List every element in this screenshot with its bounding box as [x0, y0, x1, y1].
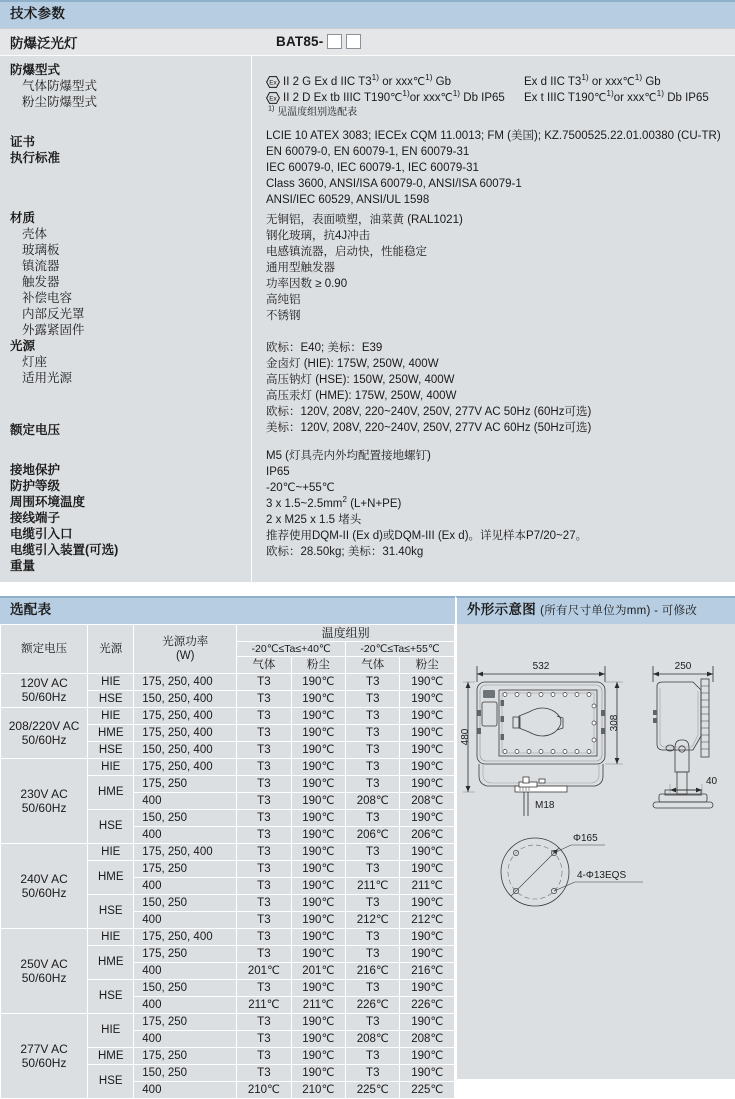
cell-source: HSE	[88, 979, 134, 1013]
label-standard: 执行标准	[10, 150, 61, 165]
cell-dust-55: 225℃	[400, 1081, 455, 1098]
optional-table	[0, 624, 455, 1099]
cell-gas-55: T3	[346, 758, 400, 775]
exmark-dust-left-mid: or xxx	[409, 91, 441, 104]
label-misc-5: 电缆引入装置(可选)	[10, 542, 119, 557]
section-gap	[0, 582, 735, 596]
value-misc-0: M5 (灯具壳内外均配置接地螺钉)	[266, 449, 431, 462]
cell-source: HIE	[88, 843, 134, 860]
label-misc-3: 接线端子	[10, 510, 61, 525]
cell-gas-40: T3	[237, 792, 291, 809]
value-standard-3: ANSI/IEC 60529, ANSI/UL 1598	[266, 193, 430, 206]
label-material-0: 壳体	[22, 226, 48, 241]
value-material-4: 功率因数 ≥ 0.90	[266, 277, 348, 290]
label-misc-2: 周围环境温度	[10, 494, 86, 509]
cell-dust-55: 226℃	[400, 996, 455, 1013]
cell-power: 175, 250, 400	[134, 673, 237, 690]
cell-gas-55: T3	[346, 707, 400, 724]
cell-dust-55: 190℃	[400, 843, 455, 860]
outline-title-sub: (所有尺寸单位为mm) - 可修改	[540, 604, 698, 617]
cell-gas-55: T3	[346, 860, 400, 877]
cell-source: HIE	[88, 758, 134, 775]
exmark-gas-left-sup: 1)	[371, 73, 379, 83]
cell-power: 150, 250	[134, 1064, 237, 1081]
cell-power: 400	[134, 792, 237, 809]
cell-dust-40: 190℃	[291, 945, 345, 962]
value-lamp-1: 高压钠灯 (HSE): 150W, 250W, 400W	[266, 373, 455, 386]
cell-gas-55: T3	[346, 690, 400, 707]
footnote-text: 见温度组别选配表	[277, 106, 358, 118]
cell-source: HSE	[88, 1064, 134, 1098]
exmark-dust-left: II 2 D Ex tb IIIC T190	[283, 91, 391, 104]
outline-title: 外形示意图	[467, 601, 536, 617]
cell-gas-40: T3	[237, 775, 291, 792]
value-misc-5: 推荐使用DQM-II (Ex d)或DQM-III (Ex d)。详见样本P7/20~27。	[266, 529, 588, 542]
cell-gas-40: T3	[237, 707, 291, 724]
cell-power: 400	[134, 877, 237, 894]
cell-gas-40: T3	[237, 877, 291, 894]
cell-gas-40: T3	[237, 1013, 291, 1030]
cell-dust-40: 190℃	[291, 1030, 345, 1047]
label-material-3: 触发器	[22, 274, 60, 289]
exmark-row-dust: Ex II 2 D Ex tb IIIC T190℃$^{1)}$or xxx℃$^{1)}$ Db IP65 Ex t IIIC T190℃$^{1)}$or xxx℃$^{1)}$ Db IP65	[266, 90, 735, 106]
cell-gas-55: T3	[346, 809, 400, 826]
value-misc-6: 欧标：28.50kg; 美标：31.40kg	[266, 545, 424, 558]
cell-gas-40: T3	[237, 724, 291, 741]
cell-dust-40: 190℃	[291, 690, 345, 707]
spec-value-column	[252, 56, 735, 582]
cell-gas-55: 208℃	[346, 792, 400, 809]
exmark-dust-right-end: Db IP65	[664, 91, 709, 104]
cell-power: 175, 250, 400	[134, 928, 237, 945]
exmark-row-gas: Ex II 2 G Ex d IIC T3$^{1)}$ or xxx℃$^{1)}$ Gb Ex d IIC T3$^{1)}$ or xxx℃$^{1)}$ Gb	[266, 74, 735, 90]
cell-dust-40: 190℃	[291, 826, 345, 843]
cell-source: HSE	[88, 741, 134, 758]
cell-dust-40: 201℃	[291, 962, 345, 979]
value-voltage-1: 美标：120V, 208V, 220~240V, 250V, 277V AC 60Hz (50Hz可选)	[266, 421, 592, 434]
exmark-gas-left-sup2: 1)	[425, 73, 433, 83]
th-dust-55: 粉尘	[400, 656, 455, 673]
optional-table-body	[1, 673, 455, 1098]
cell-gas-40: T3	[237, 979, 291, 996]
cell-dust-55: 190℃	[400, 1013, 455, 1030]
cell-power: 400	[134, 996, 237, 1013]
model-option-box-2[interactable]	[346, 34, 361, 49]
value-standard-2: Class 3600, ANSI/ISA 60079-0, ANSI/ISA 60079-1	[266, 177, 522, 190]
value-standard-0: EN 60079-0, EN 60079-1, EN 60079-31	[266, 145, 470, 158]
value-lamp-0: 金卤灯 (HIE): 175W, 250W, 400W	[266, 357, 439, 370]
cell-dust-55: 208℃	[400, 792, 455, 809]
th-gas-55: 气体	[346, 656, 400, 673]
value-socket: 欧标：E40; 美标：E39	[266, 341, 383, 354]
exmark-dust-right-sup: 1)	[606, 89, 614, 99]
cell-source: HIE	[88, 928, 134, 945]
dim-532: 532	[532, 660, 550, 672]
label-material: 材质	[10, 210, 36, 225]
cell-dust-40: 190℃	[291, 775, 345, 792]
exmark-gas-left-mid: or xxx	[379, 75, 413, 88]
cell-power: 175, 250, 400	[134, 758, 237, 775]
cell-dust-40: 190℃	[291, 894, 345, 911]
outline-drawing	[457, 624, 735, 1079]
cell-dust-40: 190℃	[291, 1064, 345, 1081]
th-range-55: -20℃≤Ta≤+55℃	[346, 641, 455, 656]
cell-dust-40: 190℃	[291, 673, 345, 690]
label-exproof-dust: 粉尘防爆型式	[22, 94, 98, 109]
optional-table-head	[1, 624, 455, 673]
cell-dust-40: 190℃	[291, 1013, 345, 1030]
label-material-2: 镇流器	[22, 258, 60, 273]
value-certificate: LCIE 10 ATEX 3083; IECEx CQM 11.0013; FM (美国); KZ.7500525.22.01.00380 (CU-TR)	[266, 129, 721, 142]
cell-dust-55: 190℃	[400, 979, 455, 996]
dim-M18: M18	[535, 799, 555, 811]
tech-params-title: 技术参数	[10, 6, 66, 21]
cell-source: HIE	[88, 673, 134, 690]
svg-text:Ex: Ex	[269, 79, 277, 87]
cell-gas-55: T3	[346, 979, 400, 996]
cell-dust-40: 190℃	[291, 707, 345, 724]
cell-voltage: 208/220V AC 50/60Hz	[1, 707, 88, 758]
dim-40: 40	[706, 775, 718, 787]
cell-dust-40: 190℃	[291, 877, 345, 894]
model-option-box-1[interactable]	[327, 34, 342, 49]
value-voltage-0: 欧标：120V, 208V, 220~240V, 250V, 277V AC 50Hz (60Hz可选)	[266, 405, 592, 418]
label-rated-voltage: 额定电压	[10, 422, 61, 437]
optional-table-wrap	[0, 624, 455, 1099]
label-material-1: 玻璃板	[22, 242, 60, 257]
cell-gas-40: T3	[237, 826, 291, 843]
value-misc-4: 2 x M25 x 1.5 堵头	[266, 513, 362, 526]
cell-dust-55: 190℃	[400, 724, 455, 741]
cell-source: HSE	[88, 690, 134, 707]
exmark-dust-right: Ex t IIIC T190	[524, 91, 595, 104]
cell-gas-55: T3	[346, 724, 400, 741]
value-standard-1: IEC 60079-0, IEC 60079-1, IEC 60079-31	[266, 161, 479, 174]
dim-holes: 4-Φ13EQS	[577, 869, 627, 881]
cell-gas-40: T3	[237, 1047, 291, 1064]
cell-dust-40: 190℃	[291, 979, 345, 996]
cell-gas-40: T3	[237, 1064, 291, 1081]
exmark-dust-left-sup2: 1)	[452, 89, 461, 99]
cell-gas-40: T3	[237, 894, 291, 911]
cell-power: 150, 250	[134, 894, 237, 911]
cell-voltage: 250V AC 50/60Hz	[1, 928, 88, 1013]
cell-power: 175, 250	[134, 775, 237, 792]
cell-gas-55: 226℃	[346, 996, 400, 1013]
th-power-unit: (W)	[175, 649, 195, 662]
cell-power: 175, 250	[134, 860, 237, 877]
th-power-main: 光源功率	[162, 635, 209, 648]
tech-params-header	[0, 0, 735, 28]
cell-gas-55: T3	[346, 843, 400, 860]
value-material-6: 不锈钢	[266, 309, 301, 322]
model-code: BAT85-	[276, 34, 324, 50]
cell-dust-55: 216℃	[400, 962, 455, 979]
exmark-gas-right-end: Gb	[642, 75, 661, 88]
cell-dust-55: 206℃	[400, 826, 455, 843]
cell-source: HME	[88, 775, 134, 809]
th-dust-40: 粉尘	[291, 656, 345, 673]
cell-dust-40: 190℃	[291, 792, 345, 809]
exmark-dust-left-sup: 1)	[402, 89, 410, 99]
cell-gas-55: 216℃	[346, 962, 400, 979]
table-header-row-1	[1, 624, 455, 641]
cell-dust-55: 208℃	[400, 1030, 455, 1047]
cell-power: 175, 250, 400	[134, 843, 237, 860]
cell-power: 150, 250, 400	[134, 741, 237, 758]
cell-dust-40: 190℃	[291, 809, 345, 826]
exmark-dust-right-mid: or xxx	[613, 91, 645, 104]
model-label: 防爆泛光灯	[10, 35, 78, 51]
label-lightsource: 光源	[10, 338, 36, 353]
optional-table-title: 选配表	[10, 601, 52, 617]
cell-gas-40: 201℃	[237, 962, 291, 979]
value-misc-3: 3 x $1.5\sim 2.5mm^2$ (L+N+PE)	[266, 495, 402, 510]
cell-voltage: 120V AC 50/60Hz	[1, 673, 88, 707]
value-material-2: 电感镇流器，启动快，性能稳定	[266, 245, 427, 258]
cell-source: HIE	[88, 707, 134, 724]
exmark-gas-right-sup2: 1)	[634, 73, 643, 83]
cell-gas-55: T3	[346, 1064, 400, 1081]
cell-gas-55: T3	[346, 928, 400, 945]
cell-gas-40: T3	[237, 690, 291, 707]
ex-hexagon-icon	[266, 76, 280, 88]
cell-dust-55: 190℃	[400, 894, 455, 911]
label-misc-6: 重量	[10, 558, 36, 573]
model-row	[0, 28, 735, 56]
th-temp-group: 温度组别	[237, 624, 455, 641]
cell-gas-55: 211℃	[346, 877, 400, 894]
table-row	[1, 758, 455, 775]
cell-gas-40: 211℃	[237, 996, 291, 1013]
cell-dust-40: 190℃	[291, 1047, 345, 1064]
label-exproof-gas: 气体防爆型式	[22, 78, 98, 93]
cell-dust-55: 190℃	[400, 707, 455, 724]
label-misc-0: 接地保护	[10, 462, 61, 477]
dim-308: 308	[609, 714, 620, 732]
cell-dust-40: 211℃	[291, 996, 345, 1013]
cell-gas-40: 210℃	[237, 1081, 291, 1098]
cell-gas-40: T3	[237, 809, 291, 826]
cell-gas-55: T3	[346, 673, 400, 690]
bottom-content	[0, 624, 735, 1099]
table-row	[1, 707, 455, 724]
cell-dust-55: 190℃	[400, 741, 455, 758]
cell-dust-40: 210℃	[291, 1081, 345, 1098]
cell-dust-55: 190℃	[400, 1047, 455, 1064]
cell-dust-55: 190℃	[400, 758, 455, 775]
cell-power: 400	[134, 962, 237, 979]
cell-gas-40: T3	[237, 673, 291, 690]
label-misc-4: 电缆引入口	[10, 526, 73, 541]
cell-dust-40: 190℃	[291, 724, 345, 741]
value-material-5: 高纯铝	[266, 293, 301, 306]
cell-voltage: 277V AC 50/60Hz	[1, 1013, 88, 1098]
cell-gas-40: T3	[237, 758, 291, 775]
th-range-40: -20℃≤Ta≤+40℃	[237, 641, 346, 656]
cell-gas-55: 206℃	[346, 826, 400, 843]
cell-power: 175, 250	[134, 945, 237, 962]
cell-power: 175, 250	[134, 1047, 237, 1064]
cell-gas-40: T3	[237, 860, 291, 877]
cell-dust-55: 190℃	[400, 673, 455, 690]
cell-dust-55: 190℃	[400, 860, 455, 877]
table-row	[1, 843, 455, 860]
bottom-header-row	[0, 596, 735, 624]
cell-power: 175, 250	[134, 1013, 237, 1030]
cell-dust-55: 190℃	[400, 1064, 455, 1081]
exmark-dust-left-end: Db IP65	[460, 91, 505, 104]
exmark-gas-right-mid: or xxx	[588, 75, 623, 88]
th-power	[134, 624, 237, 673]
label-exproof: 防爆型式	[10, 62, 61, 77]
cell-dust-55: 190℃	[400, 945, 455, 962]
cell-dust-40: 190℃	[291, 928, 345, 945]
cell-dust-55: 190℃	[400, 775, 455, 792]
cell-power: 150, 250, 400	[134, 690, 237, 707]
label-certificate: 证书	[10, 134, 36, 149]
cell-dust-55: 190℃	[400, 690, 455, 707]
outline-header	[455, 596, 735, 624]
cell-power: 400	[134, 826, 237, 843]
cell-source: HME	[88, 724, 134, 741]
th-source: 光源	[88, 624, 134, 673]
cell-dust-55: 211℃	[400, 877, 455, 894]
value-material-3: 通用型触发器	[266, 261, 335, 274]
cell-source: HME	[88, 1047, 134, 1064]
label-socket: 灯座	[22, 354, 48, 369]
exmark-gas-left-end: Gb	[432, 75, 452, 88]
table-row	[1, 1013, 455, 1030]
cell-power: 175, 250, 400	[134, 724, 237, 741]
cell-gas-55: 208℃	[346, 1030, 400, 1047]
model-code-cell	[262, 34, 735, 49]
cell-dust-40: 190℃	[291, 741, 345, 758]
table-row	[1, 928, 455, 945]
cell-voltage: 230V AC 50/60Hz	[1, 758, 88, 843]
label-material-4: 补偿电容	[22, 290, 73, 305]
dim-circle-165: Φ165	[573, 832, 598, 844]
cell-gas-55: T3	[346, 1047, 400, 1064]
value-misc-1: IP65	[266, 465, 290, 478]
dim-480: 480	[460, 728, 471, 746]
exmark-gas-left: II 2 G Ex d IIC T3	[283, 75, 372, 88]
cell-source: HME	[88, 945, 134, 979]
cell-power: 150, 250	[134, 809, 237, 826]
cell-gas-40: T3	[237, 928, 291, 945]
value-material-0: 无铜铝，表面喷塑，油菜黄 (RAL1021)	[266, 213, 463, 226]
cell-dust-40: 190℃	[291, 758, 345, 775]
label-material-6: 外露紧固件	[22, 322, 85, 337]
cell-gas-40: T3	[237, 1030, 291, 1047]
cell-power: 400	[134, 911, 237, 928]
outline-drawing-panel	[455, 624, 735, 1079]
cell-power: 150, 250	[134, 979, 237, 996]
exmark-gas-right: Ex d IIC T3	[524, 75, 582, 88]
cell-gas-55: T3	[346, 1013, 400, 1030]
cell-voltage: 240V AC 50/60Hz	[1, 843, 88, 928]
exmark-dust-right-sup2: 1)	[656, 89, 664, 99]
cell-gas-40: T3	[237, 741, 291, 758]
dim-250: 250	[674, 660, 692, 672]
cell-gas-55: 212℃	[346, 911, 400, 928]
label-misc-1: 防护等级	[10, 478, 61, 493]
value-lamp-2: 高压汞灯 (HME): 175W, 250W, 400W	[266, 389, 457, 402]
optional-table-header	[0, 596, 455, 624]
cell-source: HSE	[88, 809, 134, 843]
th-gas-40: 气体	[237, 656, 291, 673]
cell-gas-55: T3	[346, 894, 400, 911]
cell-dust-40: 190℃	[291, 911, 345, 928]
cell-dust-40: 190℃	[291, 860, 345, 877]
cell-source: HSE	[88, 894, 134, 928]
cell-source: HME	[88, 860, 134, 894]
exmark-gas-right-sup: 1)	[581, 73, 589, 83]
cell-gas-40: T3	[237, 945, 291, 962]
spec-body	[0, 56, 735, 582]
cell-gas-55: 225℃	[346, 1081, 400, 1098]
cell-dust-55: 190℃	[400, 809, 455, 826]
th-voltage: 额定电压	[1, 624, 88, 673]
label-material-5: 内部反光罩	[22, 306, 85, 321]
value-material-1: 钢化玻璃，抗4J冲击	[266, 229, 371, 242]
cell-power: 175, 250, 400	[134, 707, 237, 724]
cell-dust-55: 212℃	[400, 911, 455, 928]
footnote-marker: 1)	[268, 103, 275, 113]
cell-gas-40: T3	[237, 843, 291, 860]
ex-hexagon-icon-2	[266, 92, 280, 104]
table-row	[1, 673, 455, 690]
cell-source: HIE	[88, 1013, 134, 1047]
cell-gas-40: T3	[237, 911, 291, 928]
value-misc-2: -20℃~+55℃	[266, 481, 335, 494]
cell-gas-55: T3	[346, 741, 400, 758]
svg-text:Ex: Ex	[269, 95, 277, 103]
cell-gas-55: T3	[346, 775, 400, 792]
cell-dust-55: 190℃	[400, 928, 455, 945]
exmark-footnote	[266, 103, 735, 120]
spec-label-column	[0, 56, 252, 582]
cell-gas-55: T3	[346, 945, 400, 962]
cell-power: 400	[134, 1081, 237, 1098]
label-applicable-lamp: 适用光源	[22, 370, 73, 385]
cell-dust-40: 190℃	[291, 843, 345, 860]
cell-power: 400	[134, 1030, 237, 1047]
